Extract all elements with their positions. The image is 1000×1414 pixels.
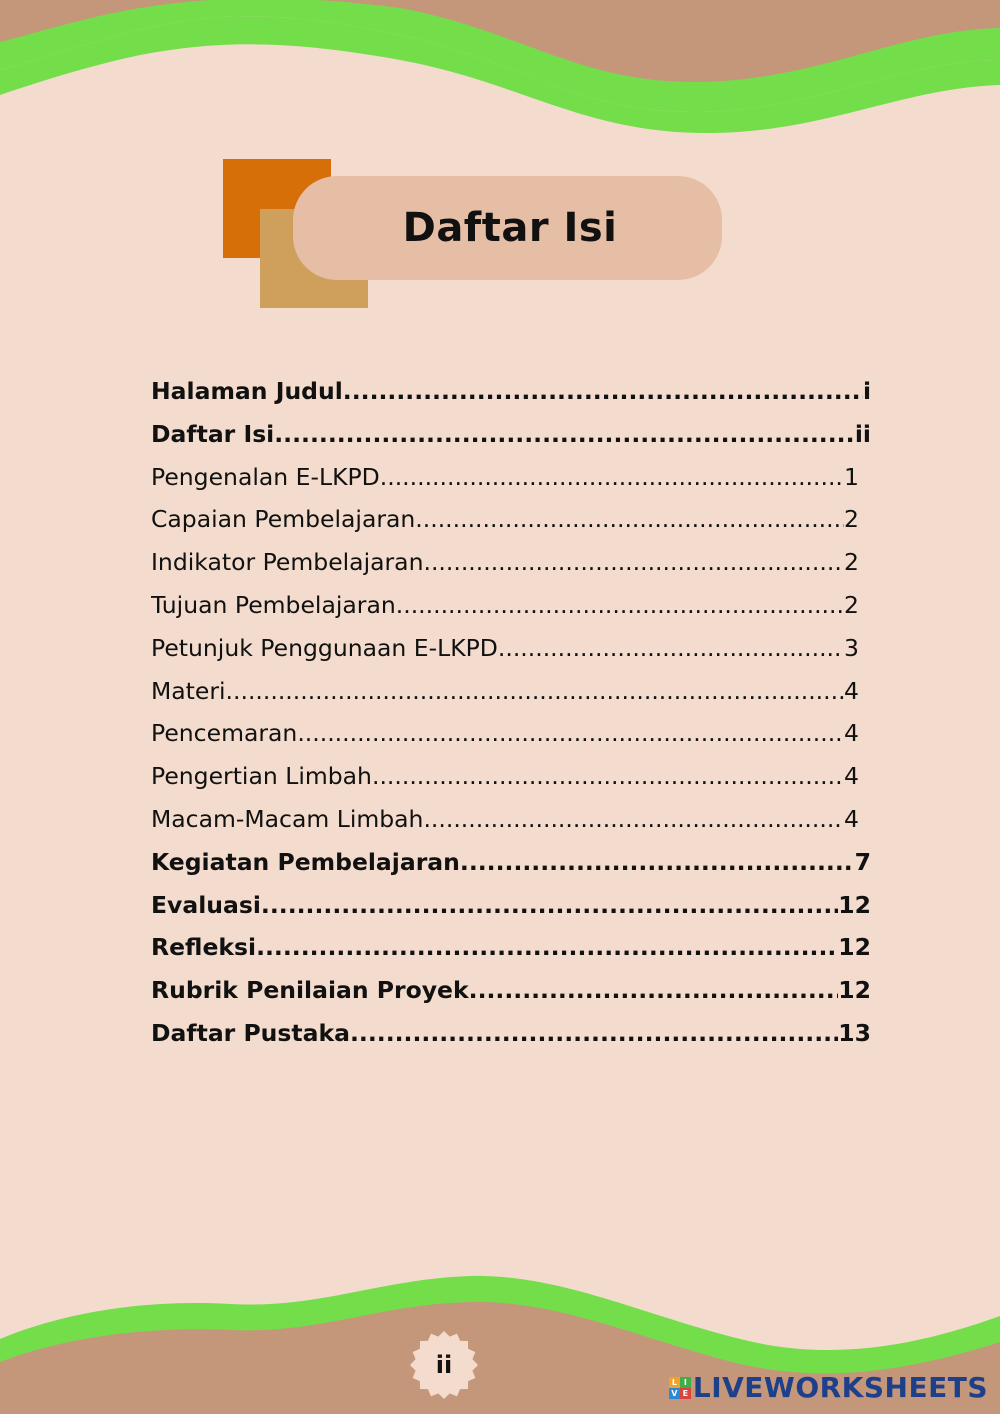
toc-leader-dots <box>415 498 844 541</box>
toc-entry-label: Indikator Pembelajaran <box>151 548 424 577</box>
toc-entry-page: 1 <box>844 462 859 491</box>
toc-leader-dots <box>256 926 838 969</box>
toc-entry-label: Capaian Pembelajaran <box>151 505 416 534</box>
top-wave-decoration <box>0 0 1000 140</box>
toc-leader-dots <box>372 755 844 798</box>
toc-entry-page: 2 <box>844 548 859 577</box>
toc-entry <box>151 370 871 413</box>
toc-leader-dots <box>423 798 844 841</box>
toc-entry <box>151 541 859 584</box>
toc-entry-label: Rubrik Penilaian Proyek <box>151 976 469 1005</box>
toc-entry <box>151 841 871 884</box>
toc-entry-page: 12 <box>838 890 871 919</box>
toc-leader-dots <box>274 413 855 456</box>
toc-leader-dots <box>380 456 844 499</box>
toc-leader-dots <box>498 627 844 670</box>
toc-entry-label: Pengenalan E-LKPD <box>151 462 380 491</box>
toc-leader-dots <box>396 584 844 627</box>
toc-leader-dots <box>343 370 863 413</box>
toc-entry <box>151 926 871 969</box>
brand-name: LIVEWORKSHEETS <box>692 1371 988 1404</box>
toc-entry-page: 4 <box>844 804 859 833</box>
toc-entry <box>151 1012 871 1055</box>
toc-entry-page: 2 <box>844 590 859 619</box>
title-banner <box>293 176 722 280</box>
toc-leader-dots <box>460 841 855 884</box>
toc-entry-page: 4 <box>844 719 859 748</box>
toc-entry <box>151 670 859 713</box>
toc-entry <box>151 884 871 927</box>
toc-entry <box>151 712 859 755</box>
toc-entry-page: 12 <box>838 933 871 962</box>
toc-leader-dots <box>423 541 844 584</box>
toc-entry <box>151 584 859 627</box>
page-title: Daftar Isi <box>402 205 618 251</box>
toc-leader-dots <box>469 969 839 1012</box>
toc-entry-label: Halaman Judul <box>151 377 343 405</box>
toc-leader-dots <box>297 712 844 755</box>
toc-entry <box>151 627 859 670</box>
toc-entry-label: Tujuan Pembelajaran <box>151 590 396 619</box>
toc-entry-page: 4 <box>844 762 859 791</box>
toc-entry <box>151 755 859 798</box>
toc-leader-dots <box>350 1012 838 1055</box>
toc-entry <box>151 413 871 456</box>
toc-entry <box>151 969 871 1012</box>
toc-entry-label: Petunjuk Penggunaan E-LKPD <box>151 633 498 662</box>
table-of-contents <box>151 370 871 1055</box>
toc-entry-label: Daftar Pustaka <box>151 1018 350 1047</box>
toc-entry-page: 4 <box>844 676 859 705</box>
toc-entry-page: 12 <box>838 976 871 1005</box>
toc-entry <box>151 456 859 499</box>
toc-entry <box>151 498 859 541</box>
toc-entry-page: 13 <box>838 1018 871 1047</box>
toc-leader-dots <box>226 670 845 713</box>
toc-entry-page: i <box>862 377 871 405</box>
toc-entry-label: Macam-Macam Limbah <box>151 804 424 833</box>
toc-entry-label: Evaluasi <box>151 890 261 919</box>
toc-entry-label: Daftar Isi <box>151 419 275 448</box>
toc-entry-label: Pengertian Limbah <box>151 762 372 791</box>
page-number: ii <box>435 1351 453 1379</box>
toc-leader-dots <box>261 884 838 927</box>
brand-logo-icon: L I V E <box>669 1377 691 1399</box>
toc-entry-page: 2 <box>844 505 859 534</box>
toc-entry-label: Kegiatan Pembelajaran <box>151 847 460 876</box>
toc-entry-page: 3 <box>844 633 859 662</box>
toc-entry-label: Materi <box>151 676 226 705</box>
brand-watermark <box>669 1371 988 1404</box>
toc-entry-label: Refleksi <box>151 933 257 962</box>
toc-entry-label: Pencemaran <box>151 719 298 748</box>
toc-entry-page: 7 <box>854 847 871 876</box>
toc-entry-page: ii <box>854 419 871 448</box>
toc-entry <box>151 798 859 841</box>
